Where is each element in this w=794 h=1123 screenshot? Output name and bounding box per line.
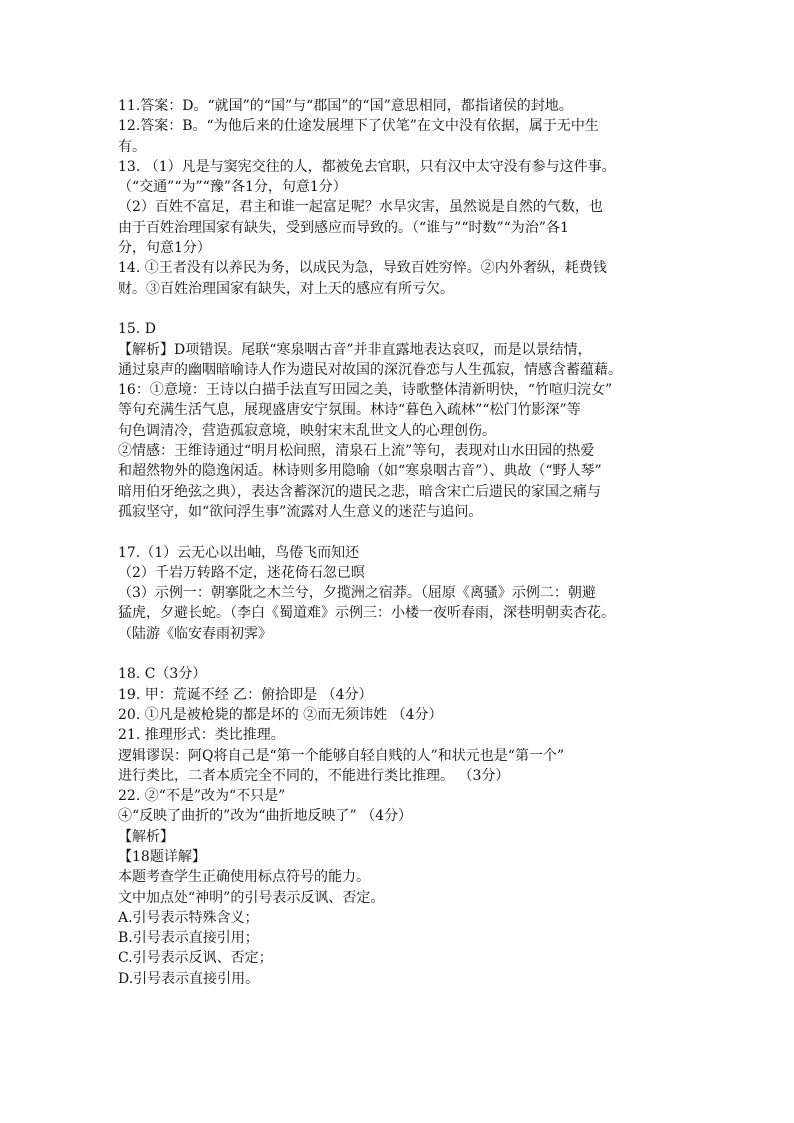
- text-line: 和超然物外的隐逸闲适。林诗则多用隐喻（如“寒泉咽古音”）、典故（“野人琴”: [118, 463, 602, 480]
- text-line: 【解析】D项错误。尾联“寒泉咽古音”并非直露地表达哀叹，而是以景结情，: [118, 341, 592, 358]
- text-line: 逻辑谬误：阿Q将自己是“第一个能够自轻自贱的人”和状元也是“第一个”: [118, 747, 565, 764]
- text-line: 22. ②“不是”改为“不只是”: [118, 788, 286, 805]
- text-line: 17.（1）云无心以出岫，鸟倦飞而知还: [118, 544, 360, 561]
- text-line: 20. ①凡是被枪毙的都是坏的 ②而无须讳姓 （4分）: [118, 706, 443, 723]
- text-line: 文中加点处“神明”的引号表示反讽、否定。: [118, 889, 385, 906]
- answer-key-page: [118, 96, 684, 989]
- text-line: A.引号表示特殊含义；: [118, 909, 259, 926]
- text-line: 21. 推理形式：类比推理。: [118, 727, 285, 744]
- blank-line: [118, 522, 684, 542]
- text-line: 14. ①王者没有以养民为务，以成民为急，导致百姓穷悴。②内外奢纵，耗费钱: [118, 260, 607, 277]
- text-line: 18. C（3分）: [118, 666, 207, 683]
- text-line: ④“反映了曲折的”改为“曲折地反映了” （4分）: [118, 808, 412, 825]
- text-line: B.引号表示直接引用；: [118, 930, 259, 947]
- text-line: 分，句意1分）: [118, 240, 211, 257]
- text-line: 通过泉声的幽咽暗喻诗人作为遗民对故国的深沉眷恋与人生孤寂，情感含蓄蕴藉。: [118, 361, 622, 378]
- text-line: 19. 甲：荒诞不经 乙：俯拾即是 （4分）: [118, 686, 373, 703]
- text-line: （3）示例一：朝搴阰之木兰兮，夕揽洲之宿莽。（屈原《离骚》示例二：朝避: [118, 585, 596, 602]
- text-line: 【解析】: [118, 828, 174, 845]
- text-line: 财。③百姓治理国家有缺失，对上天的感应有所亏欠。: [118, 280, 454, 297]
- text-line: 暗用伯牙绝弦之典），表达含蓄深沉的遗民之悲，暗含宋亡后遗民的家国之痛与: [118, 483, 601, 500]
- blank-line: [118, 644, 684, 664]
- text-line: D.引号表示直接引用。: [118, 970, 260, 987]
- text-line: （2）百姓不富足，君主和谁一起富足呢？水旱灾害，虽然说是自然的气数，也: [118, 199, 603, 216]
- text-line: （2）千岩万转路不定，迷花倚石忽已暝: [118, 564, 365, 581]
- text-line: 进行类比，二者本质完全不同的，不能进行类比推理。 （3分）: [118, 767, 510, 784]
- text-line: 16：①意境：王诗以白描手法直写田园之美，诗歌整体清新明快，“竹喧归浣女”: [118, 382, 613, 399]
- text-line: 11.答案：D。“就国”的“国”与“郡国”的“国”意思相同，都指诸侯的封地。: [118, 98, 573, 114]
- text-line: 等句充满生活气息，展现盛唐安宁氛围。林诗“暮色入疏林”“松门竹影深”等: [118, 402, 581, 419]
- text-line: （陆游《临安春雨初霁》: [118, 625, 272, 642]
- text-line: （“交通”“为”“豫”各1分，句意1分）: [118, 179, 347, 196]
- text-line: 本题考查学生正确使用标点符号的能力。: [118, 869, 370, 886]
- text-line: 由于百姓治理国家有缺失，受到感应而导致的。（“谁与”“时数”“为治”各1: [118, 219, 569, 236]
- text-line: 有。: [118, 138, 146, 155]
- text-line: 句色调清冷，营造孤寂意境，映射宋末乱世文人的心理创伤。: [118, 422, 496, 439]
- text-line: C.引号表示反讽、否定；: [118, 950, 273, 967]
- text-line: 13. （1）凡是与窦宪交往的人，都被免去官职，只有汉中太守没有参与这件事。: [118, 158, 616, 175]
- text-line: ②情感：王维诗通过“明月松间照，清泉石上流”等句，表现对山水田园的热爱: [118, 443, 595, 460]
- blank-line: [118, 299, 684, 319]
- text-line: 15. D: [118, 321, 156, 338]
- text-line: 12.答案：B。“为他后来的仕途发展埋下了伏笔”在文中没有依据，属于无中生: [118, 118, 599, 135]
- text-line: 孤寂坚守，如“欲问浮生事”流露对人生意义的迷茫与追问。: [118, 503, 483, 520]
- text-line: 猛虎，夕避长蛇。（李白《蜀道难》示例三：小楼一夜听春雨，深巷明朝卖杏花。: [118, 605, 615, 622]
- text-line: 【18题详解】: [118, 848, 206, 865]
